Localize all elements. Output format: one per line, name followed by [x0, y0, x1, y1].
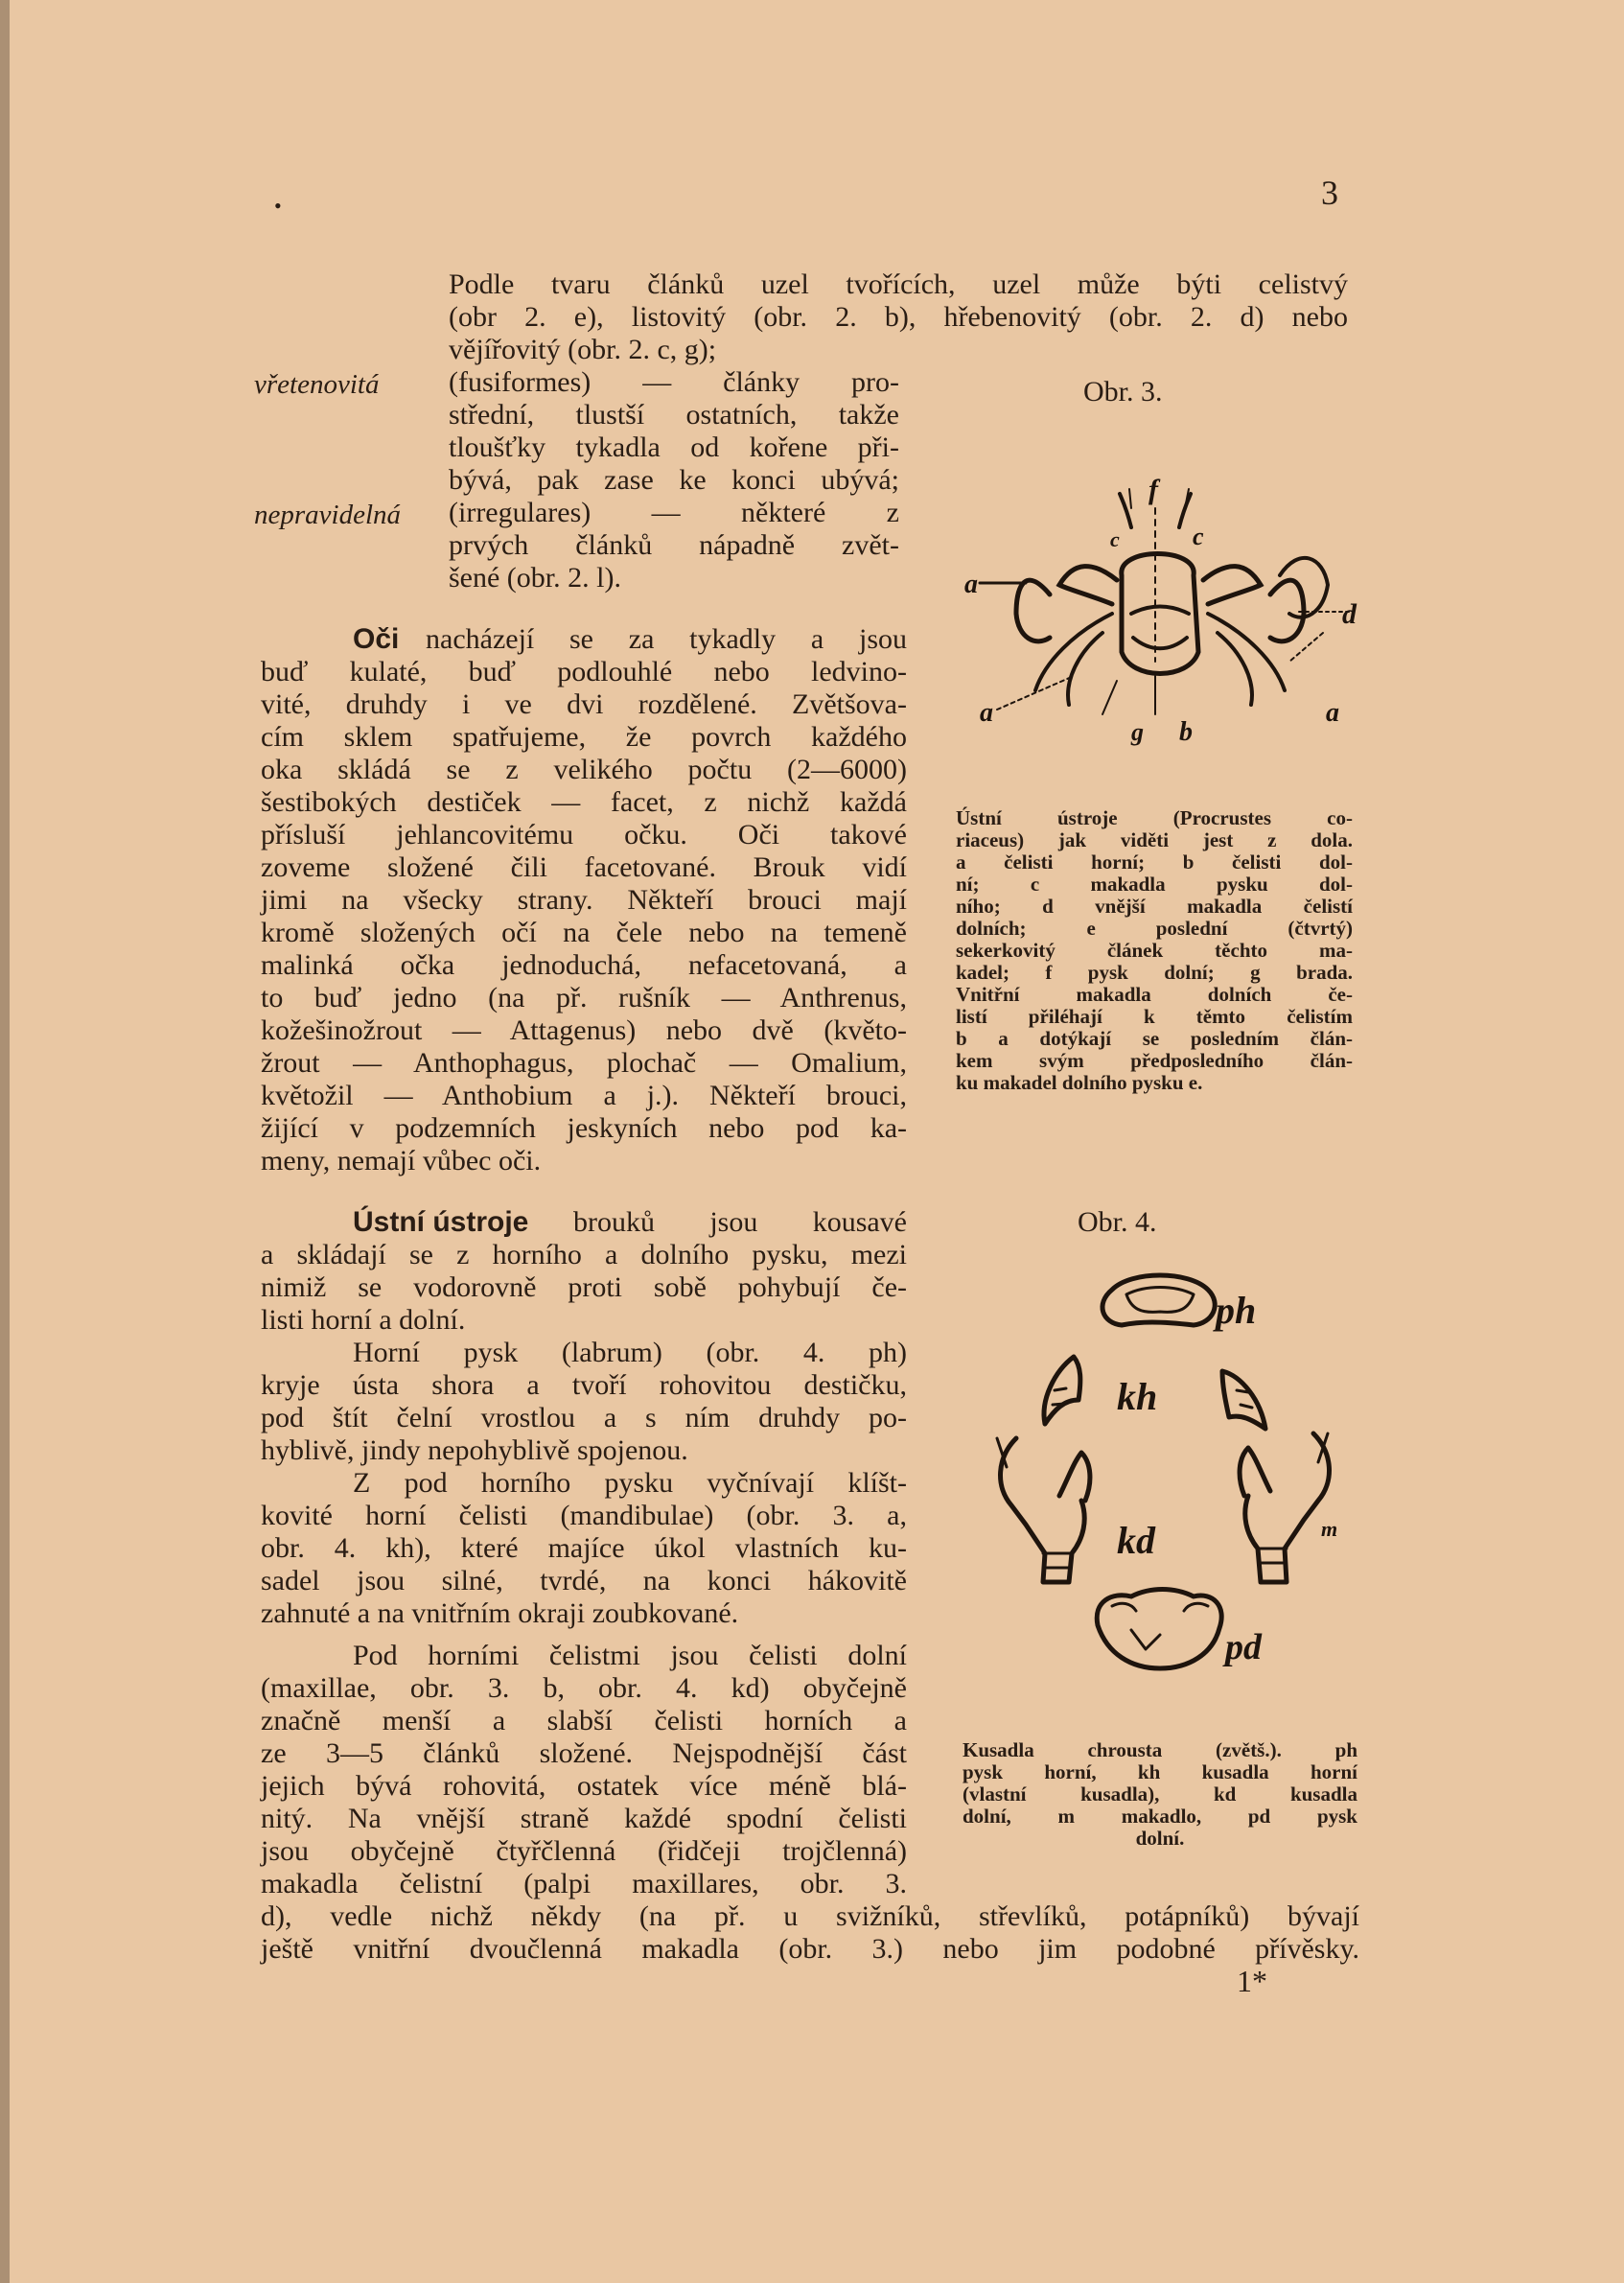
- caption-line: dolních; e poslední (čtvrtý): [956, 917, 1353, 940]
- caption-line: dolní, m makadlo, pd pysk: [963, 1805, 1357, 1828]
- section-heading-ustni: [353, 1206, 528, 1239]
- text-line: hyblivě, jindy nepohyblivě spojenou.: [261, 1434, 688, 1466]
- text-line: zoveme složené čili facetované. Brouk vidí: [261, 851, 907, 883]
- text-line: listi horní a dolní.: [261, 1304, 466, 1336]
- caption-line: ní; c makadla pysku dol-: [956, 873, 1353, 896]
- text-line: buď kulaté, buď podlouhlé nebo ledvino-: [261, 656, 907, 687]
- margin-term-nepravidelna: nepravidelná: [254, 500, 402, 530]
- text-line: bývá, pak zase ke konci ubývá;: [449, 464, 899, 496]
- text-line: zahnuté a na vnitřním okraji zoubkované.: [261, 1597, 739, 1629]
- text-line: žrout — Anthophagus, plochač — Omalium,: [261, 1047, 907, 1079]
- text-line: (obr 2. e), listovitý (obr. 2. b), hřebenovitý (obr. 2. d) nebo: [449, 301, 1348, 333]
- caption-line: pysk horní, kh kusadla horní: [963, 1760, 1357, 1783]
- fig4-label-m: m: [1321, 1517, 1338, 1541]
- fig3-label-d: d: [1342, 598, 1357, 630]
- text-line: květožil — Anthobium a j.). Někteří brouci,: [261, 1080, 907, 1111]
- caption-line: a čelisti horní; b čelisti dol-: [956, 850, 1353, 874]
- figure-4-drawing: [968, 1266, 1361, 1688]
- fig3-label-a-low: a: [980, 698, 993, 728]
- text-line: brouků jsou kousavé: [573, 1206, 907, 1238]
- text-line: jimi na všecky strany. Někteří brouci mají: [261, 884, 907, 916]
- text-line: (maxillae, obr. 3. b, obr. 4. kd) obyčejně: [261, 1672, 907, 1704]
- text-line: jsou obyčejně čtyřčlenná (řidčeji trojčlenná): [261, 1835, 907, 1867]
- figure-3-drawing: [959, 470, 1361, 777]
- caption-line: Ústní ústroje (Procrustes co-: [956, 806, 1353, 829]
- text-line: a skládají se z horního a dolního pysku, mezi: [261, 1239, 907, 1270]
- text-line: Podle tvaru článků uzel tvořících, uzel může býti celistvý: [449, 268, 1348, 300]
- text-line: cím sklem spatřujeme, že povrch každého: [261, 721, 907, 753]
- text-line: vité, druhdy i ve dvi rozdělené. Zvětšova-: [261, 688, 907, 720]
- text-line: značně menší a slabší čelisti horních a: [261, 1705, 907, 1736]
- text-line: Z pod horního pysku vyčnívají klíšt-: [353, 1467, 907, 1499]
- heading-oci: Oči: [353, 623, 400, 655]
- text-line: Pod horními čelistmi jsou čelisti dolní: [353, 1640, 907, 1671]
- fig4-label-ph: ph: [1216, 1289, 1257, 1332]
- text-line: to buď jedno (na př. rušník — Anthrenus,: [261, 982, 907, 1013]
- text-line: sadel jsou silné, tvrdé, na konci hákovitě: [261, 1565, 907, 1596]
- heading-ustni-ustroje: Ústní ústroje: [353, 1206, 529, 1238]
- margin-term-vretenovita: vřetenovitá: [254, 369, 380, 400]
- figure-3-illustration: [959, 470, 1361, 777]
- caption-line: ku makadel dolního pysku e.: [956, 1071, 1203, 1094]
- page-number: 3: [1321, 174, 1338, 212]
- figure-4-title: Obr. 4.: [1078, 1206, 1157, 1238]
- text-line: přísluší jehlancovitému očku. Oči takové: [261, 819, 907, 850]
- text-line: meny, nemají vůbec oči.: [261, 1145, 542, 1176]
- text-line: nacházejí se za tykadly a jsou: [426, 623, 907, 655]
- figure-4-illustration: [968, 1266, 1361, 1688]
- fig4-label-kd: kd: [1117, 1519, 1155, 1562]
- text-line: nimiž se vodorovně proti sobě pohybují če-: [261, 1271, 907, 1303]
- figure-3-title: Obr. 3.: [1083, 376, 1163, 408]
- caption-line: dolní.: [1135, 1827, 1185, 1850]
- text-line: makadla čelistní (palpi maxillares, obr. 3.: [261, 1868, 907, 1899]
- caption-line: Kusadla chrousta (zvětš.). ph: [963, 1738, 1357, 1761]
- text-line: oka skládá se z velikého počtu (2—6000): [261, 754, 907, 785]
- text-line: ještě vnitřní dvoučlenná makadla (obr. 3.) nebo jim podobné přívěsky.: [261, 1933, 1359, 1965]
- text-line: šestibokých destiček — facet, z nichž každá: [261, 786, 907, 818]
- text-line: tloušťky tykadla od kořene při-: [449, 431, 899, 463]
- text-line: jejich bývá rohovitá, ostatek více méně blá-: [261, 1770, 907, 1802]
- caption-line: kadel; f pysk dolní; g brada.: [956, 961, 1353, 984]
- text-line: (fusiformes) — články pro-: [449, 366, 899, 398]
- section-heading-oci: [353, 623, 399, 656]
- fig3-label-a-left: a: [964, 570, 978, 599]
- caption-line: kem svým předposledního člán-: [956, 1049, 1353, 1072]
- fig4-label-kh: kh: [1117, 1375, 1158, 1418]
- text-line: vějířovitý (obr. 2. c, g);: [449, 334, 717, 365]
- text-line: (irregulares) — některé z: [449, 497, 899, 528]
- text-line: malinká očka jednoduchá, nefacetovaná, a: [261, 949, 907, 981]
- text-line: kovité horní čelisti (mandibulae) (obr. 3. a,: [261, 1500, 907, 1531]
- caption-line: riaceus) jak viděti jest z dola.: [956, 828, 1353, 851]
- caption-line: ního; d vnější makadla čelistí: [956, 895, 1353, 918]
- caption-line: (vlastní kusadla), kd kusadla: [963, 1782, 1357, 1805]
- text-line: střední, tlustší ostatních, takže: [449, 399, 899, 431]
- text-line: obr. 4. kh), které majíce úkol vlastních ku-: [261, 1532, 907, 1564]
- fig3-label-f: f: [1148, 474, 1158, 505]
- page-mark: •: [274, 194, 282, 218]
- page-binding-edge: [0, 0, 10, 2283]
- signature-mark: 1*: [1237, 1964, 1267, 1998]
- fig3-label-c: c: [1193, 523, 1204, 550]
- text-line: nitý. Na vnější straně každé spodní čelisti: [261, 1803, 907, 1834]
- text-line: kožešinožrout — Attagenus) nebo dvě (květo-: [261, 1014, 907, 1046]
- text-line: Horní pysk (labrum) (obr. 4. ph): [353, 1337, 907, 1368]
- caption-line: sekerkovitý článek těchto ma-: [956, 939, 1353, 962]
- fig3-label-a-right: a: [1326, 698, 1339, 728]
- caption-line: Vnitřní makadla dolních če-: [956, 983, 1353, 1006]
- text-line: kryje ústa shora a tvoří rohovitou destičku,: [261, 1369, 907, 1401]
- text-line: prvých článků nápadně zvět-: [449, 529, 899, 561]
- fig3-label-g: g: [1131, 718, 1144, 746]
- caption-line: b a dotýkají se posledním člán-: [956, 1027, 1353, 1050]
- fig3-label-b: b: [1179, 717, 1193, 747]
- text-line: šené (obr. 2. l).: [449, 562, 621, 594]
- text-line: pod štít čelní vrostlou a s ním druhdy po-: [261, 1402, 907, 1433]
- text-line: ze 3—5 článků složené. Nejspodnější část: [261, 1737, 907, 1769]
- text-line: kromě složených očí na čele nebo na temeně: [261, 917, 907, 948]
- fig3-label-c-left: c: [1110, 527, 1120, 551]
- text-line: d), vedle nichž někdy (na př. u svižníků, střevlíků, potápníků) bývají: [261, 1900, 1359, 1932]
- caption-line: listí přiléhají k těmto čelistím: [956, 1005, 1353, 1028]
- fig4-label-pd: pd: [1225, 1627, 1262, 1667]
- text-line: žijící v podzemních jeskyních nebo pod ka-: [261, 1112, 907, 1144]
